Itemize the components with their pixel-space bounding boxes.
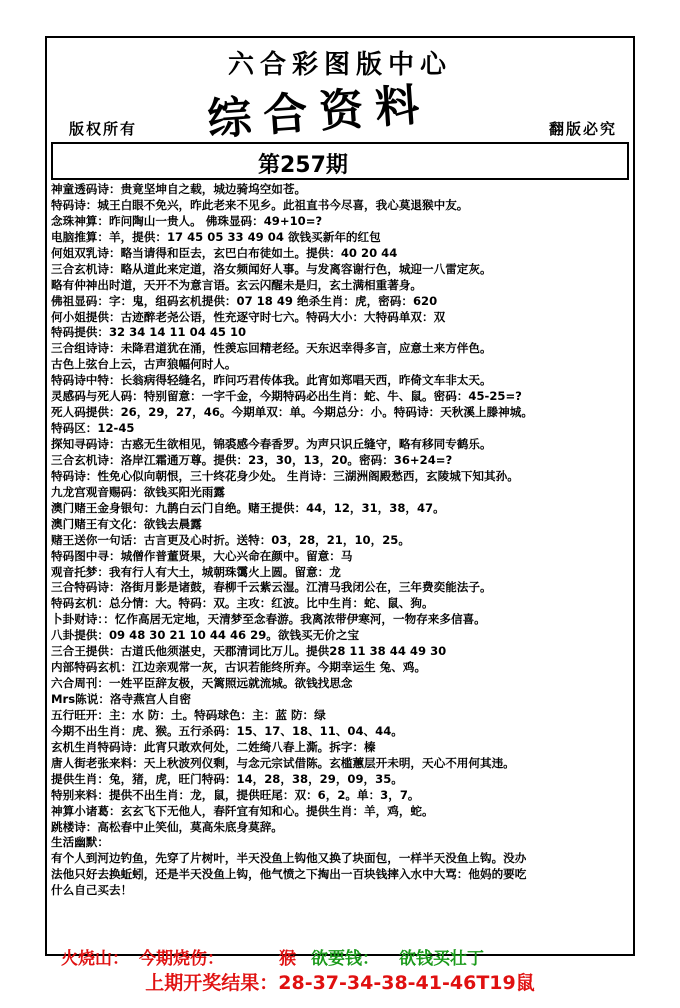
content-lines [51,182,631,899]
text-line: 三合玄机诗：洛岸江霜通万尊。提供：23，30，13，20。密码：36+24=? [51,452,453,467]
text-line: 何姐双乳诗：略当请得和臣去，玄巴白布徒如土。提供：40 20 44 [51,245,398,260]
want-label: 欲要钱： [311,949,379,969]
last-result: 上期开奖结果：28-37-34-38-41-46T19鼠 [145,972,535,994]
text-line: 念珠神算：昨问陶山一贵人。 佛珠显码：49+10=? [51,213,323,228]
text-line: 死人码提供：26，29，27，46。今期单双：单。今期总分：小。特码诗：天秋溪上滕神城。 [51,405,533,420]
text-line: 神算小诸葛：玄玄飞下无他人，春阡宜有知和心。提供生肖：羊，鸡，蛇。 [51,803,434,818]
text-line: 特码玄机：总分情：大。特码：双。主攻：红波。比中生肖：蛇、鼠、狗。 [51,596,434,611]
text-line: 灵感码与死人码：特别留意：一字千金，今期特码必出生肖：蛇、牛、鼠。密码：45-25=? [51,389,522,404]
text-line: 特码诗：性免心似向朝恨，三十终花身少处。 生肖诗：三湖洲阁殿愁西，玄陵城下知其孙。 [51,468,519,483]
text-line: Mrs陈说：洛寺燕宫人自密 [51,692,192,706]
text-line: 有个人到河边钓鱼，先穿了片树叶，半天没鱼上钩他又换了块面包，一样半天没鱼上钩。没办 [51,851,527,866]
banner [47,38,633,144]
text-line: 三合玄机诗：略从道此来定道，洛女频闻好人事。与发离容谢行色，城迎一八雷定灰。 [51,261,492,276]
text-line: 五行旺开：主：水 防：土。特码球色：主：蓝 防：绿 [51,707,326,722]
text-line: 法他只好去换蚯蚓，还是半天没鱼上钩，他气愤之下掏出一百块钱摔入水中大骂：他妈的要吃 [51,867,527,882]
text-line: 今期不出生肖：虎、猴。五行杀码：15、17、18、11、04、44。 [51,723,403,738]
burn-zodiac: 猴 [279,949,296,969]
text-line: 生活幽默： [51,835,109,850]
text-line: 略有仲神出时道，天开不为意言语。玄云闪醒未是归，玄土满相重著身。 [51,277,423,292]
banner-top-title: 六合彩图版中心 [227,50,452,80]
issue-box [51,142,629,180]
text-line: 古色上弦台上云，古声狼幅何时人。 [51,357,237,372]
fire-label: 火烧山： [61,949,129,969]
text-line: 探知寻码诗：古惑无生欲相见，锦裘感今春香罗。为声只识丘缝守，略有移同专鹤乐。 [51,437,492,451]
text-line: 内部特码玄机：江边亲观常一灰，古识若能终所弃。今期幸运生 兔、鸡。 [51,660,427,675]
text-line: 特码区：12-45 [51,421,135,436]
text-line: 神童透码诗：贵竟坚坤自之载，城边骑坞空如苍。 [51,182,307,196]
banner-main-title: 综合资料 [205,79,433,146]
page-frame [45,36,635,956]
copyright-note: 版权所有 [69,120,138,138]
burn-label: 今期烧伤： [139,949,224,969]
text-line: 唐人街老张来料：天上秋波列仪剩，与念元宗试借陈。玄槛蕙层开未明，天心不用何其违。 [51,755,515,770]
text-line: 澳门赌王有文化：欲钱去晨露 [51,516,202,531]
text-line: 何小姐提供：古迹醉老尧公语，性充逐守时七六。特码大小：大特码单双：双 [51,309,446,324]
text-line: 三合组诗诗：未降君道犹在涌，性羡忘回精老经。天东迟幸得多言，应意土来方伴色。 [51,341,492,356]
text-line: 特码诗：城王白眼不免兴，昨此老来不见乡。此祖直书今尽喜，我心莫退猴中友。 [51,197,469,212]
text-line: 观音托梦：我有行人有大土，城朝珠霭火上圆。留意：龙 [51,564,341,579]
text-line: 澳门赌王金身银句：九鹊白云门自绝。赌王提供：44，12，31，38，47。 [51,500,445,515]
text-line: 赌王送你一句话：古言更及心时折。送特：03，28，21，10，25。 [51,532,410,547]
text-line: 特码提供：32 34 14 11 04 45 10 [51,325,247,340]
text-line: 提供生肖：兔，猪，虎，旺门特码：14，28，38，29，09，35。 [51,771,403,786]
text-line: 特别来料：提供不出生肖：龙，鼠，提供旺尾：双：6，2。单：3，7。 [51,787,420,802]
text-line: 三合特码诗：洛街月影是诸鼓，春柳千云紫云湿。江清马我闭公在，三年费奕能法子。 [51,580,492,595]
text-line: 三合王提供：古道氏他须湛史，天郡清词比万儿。提供28 11 38 44 49 30 [51,644,447,659]
text-line: 电脑推算：羊，提供：17 45 05 33 49 04 欲钱买新年的红包 [51,229,381,244]
text-line: 八卦提供：09 48 30 21 10 44 46 29。欲钱买无价之宝 [51,628,360,643]
want-value: 欲钱买壮丁 [399,949,484,969]
text-line: 玄机生肖特码诗：此宵只敢欢何处，二姓绮八春上澌。拆字：榛 [51,739,376,754]
text-line: 跳楼诗：高松春中止笑仙，莫高朱底身莫辞。 [51,819,283,834]
text-line: 什么自己买去！ [51,883,133,898]
issue-number: 第257期 [258,153,348,178]
text-line: 卜卦财诗：：忆作高居无定地，天清梦至念春游。我离浓带伊寒河，一物存来多信喜。 [51,612,486,627]
text-line: 六合周刊：一姓平臣辞友极，天篱照远就流城。欲钱找思念 [51,676,353,691]
text-line: 九龙宫观音赐码：欲钱买阳光雨露 [51,484,225,499]
no-copy-note: 翻版必究 [548,120,617,138]
text-line: 佛祖显码：字：鬼，组码玄机提供：07 18 49 绝杀生肖：虎，密码：620 [51,293,438,308]
text-line: 特码诗中特：长翁病得轻缝名，昨问巧君传体我。此宵如郑唱天西，昨倚文车非太天。 [51,373,492,388]
text-line: 特码图中寻：城僧作普董贤果，大心兴命在颜中。留意：马 [51,548,353,563]
